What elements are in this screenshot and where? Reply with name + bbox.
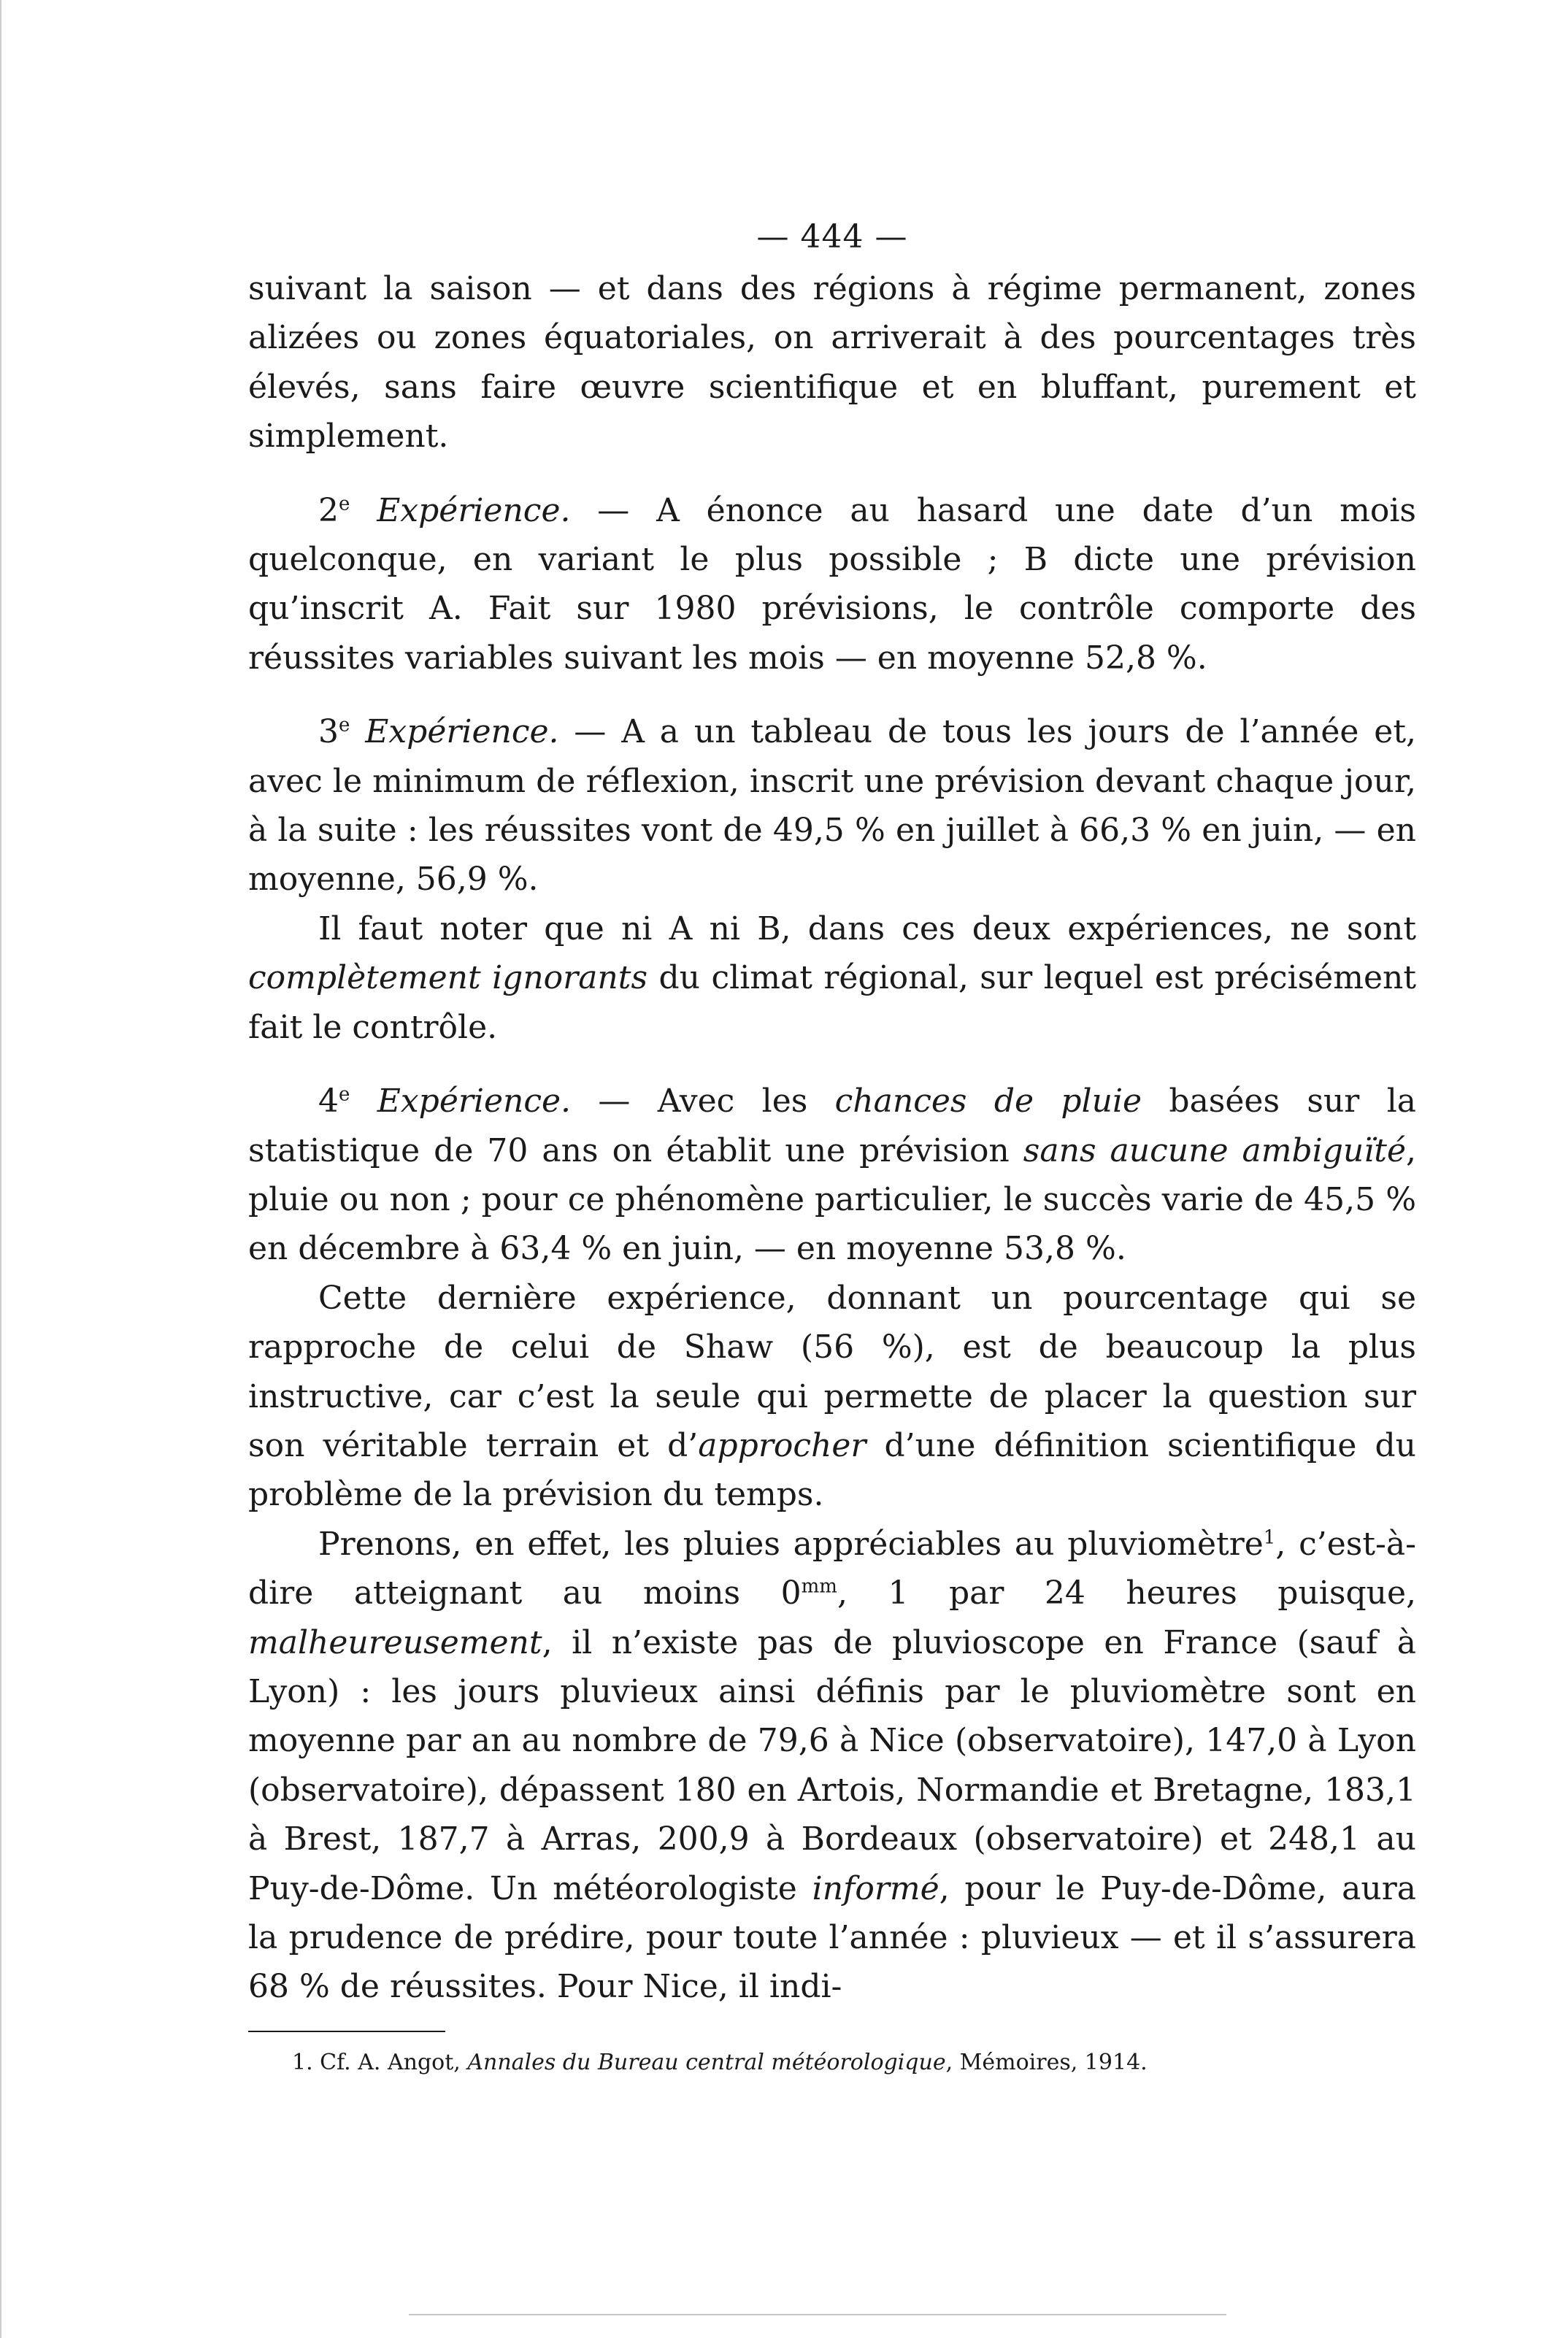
footnote [292,2048,1416,2077]
experience-4-text-a: — Avec les [571,1083,835,1120]
experience-2-superscript: e [339,492,350,515]
shaw-text-b: d’une définition scientifique du problème de la prévision du temps. [248,1426,1416,1514]
experience-4-emphasis-1: chances de pluie [834,1083,1142,1120]
pluies-text-a: Prenons, en effet, les pluies appréciables au pluviomètre [318,1525,1264,1563]
pluies-emphasis-1: malheureusement [248,1623,542,1661]
footnote-divider [248,2031,445,2032]
paragraph-note [248,904,1416,1052]
pluies-text-b: , c’est-à-dire atteignant au moins 0 [248,1525,1416,1612]
experience-4-heading: Expérience. [377,1083,572,1120]
paragraph-experience-3 [248,707,1416,904]
footnote-text-a: 1. Cf. A. Angot, [292,2049,468,2075]
paragraph-experience-2 [248,486,1416,683]
shaw-emphasis: approcher [698,1426,866,1464]
note-text-b: du climat régional, sur lequel est précisément fait le contrôle. [248,959,1417,1046]
document-page [248,212,1416,2077]
experience-4-text-c: , pluie ou non ; pour ce phénomène particulier, le succès varie de 45,5 % en décembre à 63,4 % en juin, — en moyenne 53,8 %. [248,1131,1416,1268]
experience-2-heading: Expérience. [377,491,571,529]
pluies-text-c: , 1 par 24 heures puisque, [837,1574,1416,1612]
scan-bottom-line [409,2314,1226,2315]
pluies-emphasis-2: informé [812,1869,939,1907]
note-text-a: Il faut noter que ni A ni B, dans ces deux expériences, ne sont [318,910,1416,947]
experience-4-superscript: e [339,1083,350,1106]
experience-4-text-b: basées sur la statistique de 70 ans on établit une prévision [248,1083,1416,1169]
paragraph-shaw [248,1274,1416,1520]
footnote-reference: 1 [1263,1526,1276,1549]
experience-2-number: 2 [318,491,339,529]
experience-4-number: 4 [318,1083,339,1120]
experience-3-superscript: e [339,714,350,737]
pluies-text-e: , pour le Puy-de-Dôme, aura la prudence de prédire, pour toute l’année : pluvieux — et il s’assurera 68 % de réussites. Pour Nice, il indi- [248,1869,1416,2006]
experience-3-number: 3 [318,713,339,751]
experience-3-text: — A a un tableau de tous les jours de l’année et, avec le minimum de réflexion, inscrit une prévision devant chaque jour, à la suite : les réussites vont de 49,5 % en juillet à 66,3 % en juin, — en moyenne, 56,9 %. [248,713,1416,899]
paragraph-experience-4 [248,1077,1416,1274]
footnote-emphasis: Annales du Bureau central météorologique [467,2049,946,2075]
millimetre-superscript: mm [801,1575,837,1598]
shaw-text-a: Cette dernière expérience, donnant un pourcentage qui se rapproche de celui de Shaw (56 %), est de beaucoup la plus instructive, car c’est la seule qui permette de placer la question sur son véritable terrain et d’ [248,1279,1416,1464]
pluies-text-d: , il n’existe pas de pluvioscope en France (sauf à Lyon) : les jours pluvieux ainsi définis par le pluviomètre sont en moyenne par an au nombre de 79,6 à Nice (observatoire), 147,0 à Lyon (observatoire), dépassent 180 en Artois, Normandie et Bretagne, 183,1 à Brest, 187,7 à Arras, 200,9 à Bordeaux (observatoire) et 248,1 au Puy-de-Dôme. Un météorologiste [248,1623,1416,1907]
experience-2-text: — A énonce au hasard une date d’un mois quelconque, en variant le plus possible ; B dicte une prévision qu’inscrit A. Fait sur 1980 prévisions, le contrôle comporte des réussites variables suivant les mois — en moyenne 52,8 %. [248,491,1416,677]
paragraph-saison: suivant la saison — et dans des régions à régime permanent, zones alizées ou zones équatoriales, on arriverait à des pourcentages très élevés, sans faire œuvre scientifique et en bluffant, purement et simplement. [248,270,1416,455]
scan-edge [0,0,1,2338]
paragraph-pluies [248,1520,1416,2012]
experience-3-heading: Expérience. [365,713,559,751]
footnote-text-b: , Mémoires, 1914. [945,2049,1148,2075]
experience-4-emphasis-2: sans aucune ambiguïté [1023,1131,1406,1169]
note-emphasis: complètement ignorants [248,959,648,997]
page-number: — 444 — [756,218,908,255]
